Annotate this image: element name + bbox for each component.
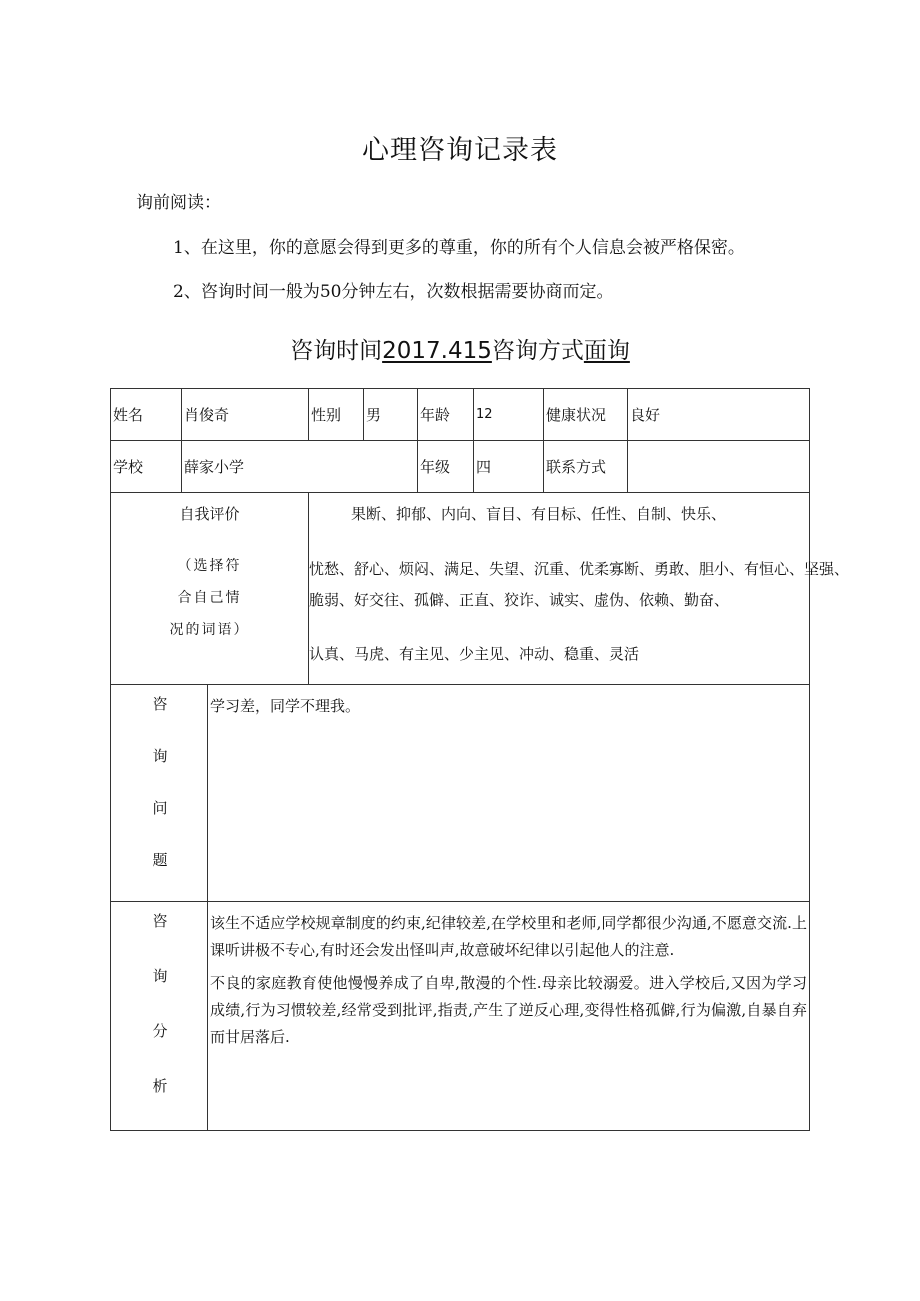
method-value: 面询 xyxy=(583,338,630,364)
self-eval-label-cell xyxy=(111,493,309,685)
age-label: 年龄 xyxy=(418,389,474,441)
health-value[interactable]: 良好 xyxy=(628,389,810,441)
self-eval-line-3: 脆弱、好交往、孤僻、正直、狡诈、诚实、虚伪、依赖、勤奋、 xyxy=(309,591,730,609)
form-row-analysis xyxy=(111,902,810,1131)
problem-label-char: 问 xyxy=(152,799,168,817)
name-label: 姓名 xyxy=(111,389,182,441)
problem-label-char: 询 xyxy=(152,747,168,765)
problem-text: 学习差，同学不理我。 xyxy=(210,697,361,715)
analysis-label-char: 析 xyxy=(152,1077,168,1095)
pre-read-item-2: 2、咨询时间一般为50分钟左右，次数根据需要协商而定。 xyxy=(173,282,614,302)
form-row-self-eval xyxy=(111,493,810,685)
form-row-problem xyxy=(111,685,810,902)
analysis-paragraph-1: 该生不适应学校规章制度的约束,纪律较差,在学校里和老师,同学都很少沟通,不愿意交流.上课听讲极不专心,有时还会发出怪叫声,故意破坏纪律以引起他人的注意. xyxy=(210,914,808,959)
page-title: 心理咨询记录表 xyxy=(362,135,558,166)
analysis-paragraph-2: 不良的家庭教育使他慢慢养成了自卑,散漫的个性.母亲比较溺爱。进入学校后,又因为学习成绩,行为习惯较差,经常受到批评,指责,产生了逆反心理,变得性格孤僻,行为偏激,自暴自弃而甘居落后. xyxy=(210,974,808,1046)
method-label: 咨询方式 xyxy=(491,338,584,364)
self-eval-label: 自我评价 xyxy=(179,505,240,523)
analysis-label-char: 分 xyxy=(152,1022,168,1040)
grade-label: 年级 xyxy=(418,441,474,493)
gender-value[interactable]: 男 xyxy=(364,389,418,441)
name-value[interactable]: 肖俊奇 xyxy=(182,389,309,441)
time-value: 2017.415 xyxy=(382,338,492,364)
pre-read-heading: 询前阅读： xyxy=(136,193,221,213)
problem-label xyxy=(111,685,208,902)
self-eval-words[interactable] xyxy=(309,493,850,685)
gender-label: 性别 xyxy=(309,389,364,441)
contact-value[interactable] xyxy=(628,441,810,493)
school-value[interactable]: 薛家小学 xyxy=(182,441,418,493)
analysis-text-cell[interactable] xyxy=(208,902,810,1131)
session-line xyxy=(0,332,920,365)
analysis-label-char: 询 xyxy=(152,967,168,985)
problem-label-char: 题 xyxy=(152,851,168,869)
analysis-label-char: 咨 xyxy=(152,912,168,930)
time-label: 咨询时间 xyxy=(290,338,383,364)
form-row-school xyxy=(111,441,810,493)
pre-read-item-1: 1、在这里，你的意愿会得到更多的尊重，你的所有个人信息会被严格保密。 xyxy=(173,238,745,258)
analysis-label xyxy=(111,902,208,1131)
form-row-basic xyxy=(111,389,810,441)
self-eval-hint-3: 况的词语） xyxy=(169,622,250,638)
grade-value[interactable]: 四 xyxy=(474,441,544,493)
self-eval-line-4: 认真、马虎、有主见、少主见、冲动、稳重、灵活 xyxy=(309,645,640,663)
problem-label-char: 咨 xyxy=(152,695,168,713)
problem-text-cell[interactable] xyxy=(208,685,810,902)
school-label: 学校 xyxy=(111,441,182,493)
self-eval-hint-1: （选择符 xyxy=(177,558,242,574)
consultation-form xyxy=(110,388,850,1131)
self-eval-line-1: 果断、抑郁、内向、盲目、有目标、任性、自制、快乐、 xyxy=(351,505,727,523)
health-label: 健康状况 xyxy=(544,389,628,441)
age-value[interactable]: 12 xyxy=(474,389,544,441)
self-eval-line-2: 忧愁、舒心、烦闷、满足、失望、沉重、优柔寡断、勇敢、胆小、有恒心、坚强、 xyxy=(309,560,850,578)
self-eval-hint-2: 合自己情 xyxy=(177,590,242,606)
contact-label: 联系方式 xyxy=(544,441,628,493)
